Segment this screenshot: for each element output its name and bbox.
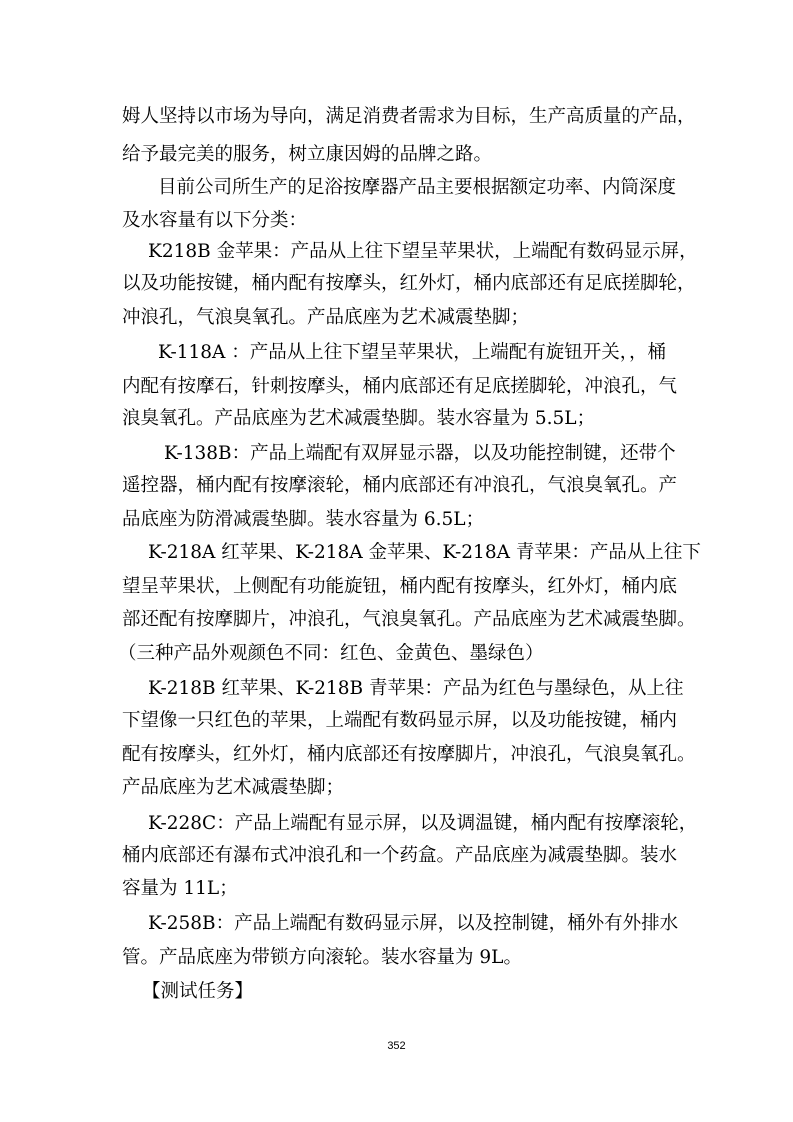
text-line: 给予最完美的服务，树立康因姆的品牌之路。 [122,144,493,165]
text-line: 以及功能按键，桶内配有按摩头，红外灯，桶内底部还有足底搓脚轮， [122,273,696,294]
text-line: 浪臭氧孔。产品底座为艺术减震垫脚。装水容量为 5.5L； [122,408,596,429]
text-line: 遥控器，桶内配有按摩滚轮，桶内底部还有冲浪孔，气浪臭氧孔。产 [122,475,678,496]
page-number: 352 [387,1040,406,1052]
text-line: 冲浪孔，气浪臭氧孔。产品底座为艺术减震垫脚； [122,307,530,328]
text-line: 产品底座为艺术减震垫脚； [122,777,345,798]
text-line: 配有按摩头，红外灯，桶内底部还有按摩脚片，冲浪孔，气浪臭氧孔。 [122,744,696,765]
text-line: 目前公司所生产的足浴按摩器产品主要根据额定功率、内筒深度 [158,177,677,198]
section-heading: 【测试任务】 [142,981,254,1002]
text-line: 管。产品底座为带锁方向滚轮。装水容量为 9L。 [122,947,522,968]
text-line: 望呈苹果状，上侧配有功能旋钮，桶内配有按摩头，红外灯，桶内底 [122,576,678,597]
text-line: K-118A ：产品从上往下望呈苹果状，上端配有旋钮开关，，桶 [158,342,667,363]
text-line: K-228C：产品上端配有显示屏，以及调温键，桶内配有按摩滚轮， [148,813,698,834]
text-line: 及水容量有以下分类： [122,210,308,231]
text-line: 内配有按摩石，针刺按摩头，桶内底部还有足底搓脚轮，冲浪孔，气 [122,376,678,397]
text-line: K-258B：产品上端配有数码显示屏，以及控制键，桶外有外排水 [148,913,679,934]
text-line: 下望像一只红色的苹果，上端配有数码显示屏，以及功能按键，桶内 [122,710,678,731]
text-line: （三种产品外观颜色不同：红色、金黄色、墨绿色） [118,643,544,664]
text-line: K218B 金苹果：产品从上往下望呈苹果状，上端配有数码显示屏， [148,241,698,262]
text-line: 容量为 11L； [122,878,238,899]
text-line: 品底座为防滑减震垫脚。装水容量为 6.5L； [122,509,485,530]
text-line: 姆人坚持以市场为导向，满足消费者需求为目标，生产高质量的产品， [122,106,696,127]
text-line: K-138B：产品上端配有双屏显示器，以及功能控制键，还带个 [164,443,676,464]
text-line: 部还配有按摩脚片，冲浪孔，气浪臭氧孔。产品底座为艺术减震垫脚。 [122,609,696,630]
text-line: 桶内底部还有瀑布式冲浪孔和一个药盒。产品底座为减震垫脚。装水 [122,845,678,866]
text-line: K-218A 红苹果、K-218A 金苹果、K-218A 青苹果：产品从上往下 [148,542,701,563]
text-line: K-218B 红苹果、K-218B 青苹果：产品为红色与墨绿色，从上往 [148,678,684,699]
